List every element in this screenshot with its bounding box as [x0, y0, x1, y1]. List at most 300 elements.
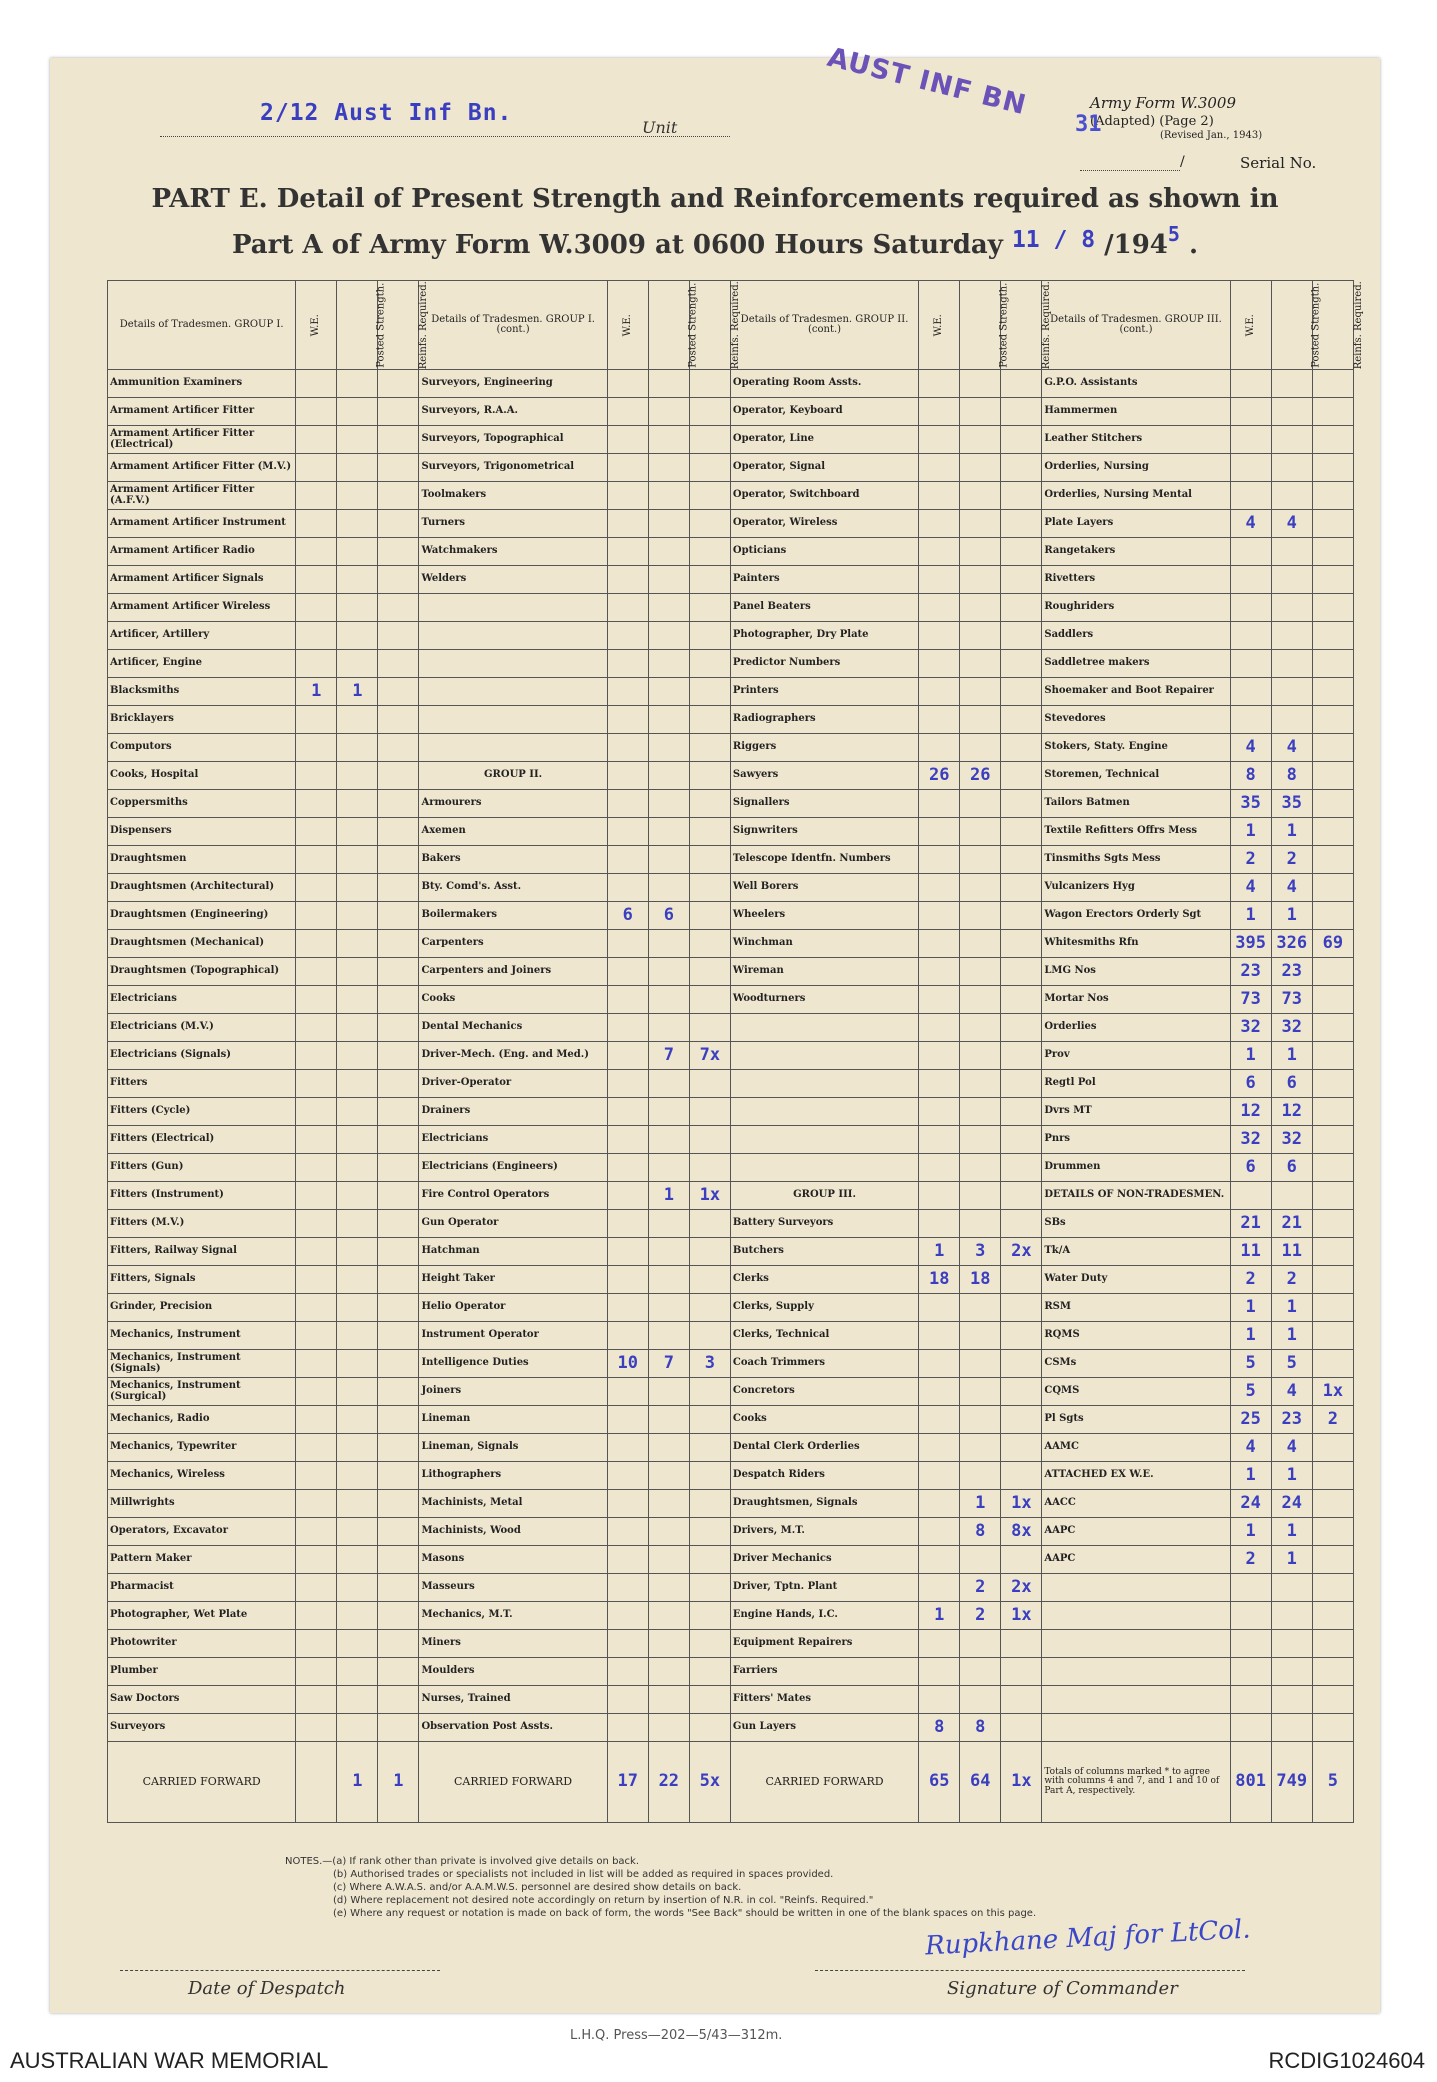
value-cell: [607, 1322, 648, 1350]
value-cell: [296, 818, 337, 846]
trade-cell: AAPC: [1042, 1546, 1230, 1574]
value-cell: [648, 1602, 689, 1630]
value-cell: 1: [1230, 1322, 1271, 1350]
value-cell: [1312, 762, 1353, 790]
value-cell: [337, 1630, 378, 1658]
value-cell: 1: [337, 678, 378, 706]
value-cell: [1312, 1014, 1353, 1042]
value-cell: [337, 1014, 378, 1042]
value-cell: [689, 482, 730, 510]
value-cell: [919, 1042, 960, 1070]
value-cell: [337, 1070, 378, 1098]
value-cell: [1312, 902, 1353, 930]
value-cell: 1: [296, 678, 337, 706]
trade-cell: Tinsmiths Sgts Mess: [1042, 846, 1230, 874]
value-cell: [1001, 1658, 1042, 1686]
trade-cell: Armament Artificer Instrument: [108, 510, 296, 538]
value-cell: [607, 510, 648, 538]
value-cell: [337, 482, 378, 510]
trade-cell: Miners: [419, 1630, 607, 1658]
table-row: [108, 370, 1354, 398]
value-cell: [1312, 650, 1353, 678]
value-cell: [607, 930, 648, 958]
trade-cell: Boilermakers: [419, 902, 607, 930]
value-cell: [960, 650, 1001, 678]
value-cell: [337, 874, 378, 902]
value-cell: [960, 1658, 1001, 1686]
table-row: [108, 1546, 1354, 1574]
trade-cell: Butchers: [730, 1238, 918, 1266]
value-cell: [337, 1546, 378, 1574]
form-sheet: [50, 41, 1380, 2043]
table-row: [108, 1266, 1354, 1294]
table-row: [108, 874, 1354, 902]
trade-cell: Armourers: [419, 790, 607, 818]
value-cell: [960, 1294, 1001, 1322]
table-row: [108, 1658, 1354, 1686]
value-cell: [607, 1574, 648, 1602]
column-header: [607, 281, 648, 370]
note-line: (c) Where A.W.A.S. and/or A.A.M.W.S. personnel are desired show details on back.: [333, 1882, 742, 1893]
value-cell: [648, 594, 689, 622]
printer-imprint: L.H.Q. Press—202—5/43—312m.: [570, 2028, 783, 2043]
trade-cell: AAMC: [1042, 1434, 1230, 1462]
value-cell: [607, 734, 648, 762]
value-cell: [378, 1406, 419, 1434]
trade-cell: RSM: [1042, 1294, 1230, 1322]
table-row: [108, 1126, 1354, 1154]
value-cell: [296, 1126, 337, 1154]
value-cell: [607, 1210, 648, 1238]
value-cell: [689, 454, 730, 482]
value-cell: [960, 930, 1001, 958]
table-row: [108, 510, 1354, 538]
value-cell: [919, 1350, 960, 1378]
value-cell: [1001, 1210, 1042, 1238]
carried-forward-value: 17: [607, 1742, 648, 1823]
value-cell: [1001, 818, 1042, 846]
column-header-label: Posted Strength.: [1309, 282, 1321, 368]
value-cell: 1: [919, 1238, 960, 1266]
value-cell: 7: [648, 1042, 689, 1070]
trade-cell: Toolmakers: [419, 482, 607, 510]
trade-cell: Nurses, Trained: [419, 1686, 607, 1714]
value-cell: [648, 426, 689, 454]
value-cell: [607, 1294, 648, 1322]
value-cell: [648, 1070, 689, 1098]
value-cell: 18: [960, 1266, 1001, 1294]
value-cell: [607, 1098, 648, 1126]
value-cell: 1: [1230, 1462, 1271, 1490]
value-cell: [689, 818, 730, 846]
value-cell: 1: [960, 1490, 1001, 1518]
value-cell: 23: [1271, 958, 1312, 986]
column-header-label: Reinfs. Required.: [729, 280, 741, 370]
trade-cell: Fitters: [108, 1070, 296, 1098]
value-cell: [960, 1210, 1001, 1238]
value-cell: [1001, 1042, 1042, 1070]
value-cell: 8: [960, 1518, 1001, 1546]
strength-table: [107, 280, 1364, 1823]
table-row: [108, 958, 1354, 986]
value-cell: [607, 1714, 648, 1742]
trade-cell: Bty. Comd's. Asst.: [419, 874, 607, 902]
value-cell: [378, 370, 419, 398]
value-cell: [378, 426, 419, 454]
value-cell: [1001, 678, 1042, 706]
table-row: [108, 1406, 1354, 1434]
value-cell: [1230, 650, 1271, 678]
value-cell: 2: [960, 1602, 1001, 1630]
trade-cell: Draughtsmen: [108, 846, 296, 874]
value-cell: [960, 1686, 1001, 1714]
value-cell: [378, 1686, 419, 1714]
value-cell: [960, 1322, 1001, 1350]
value-cell: [648, 1238, 689, 1266]
trade-cell: Riggers: [730, 734, 918, 762]
value-cell: [1312, 1266, 1353, 1294]
carried-forward-label: CARRIED FORWARD: [730, 1742, 918, 1823]
value-cell: [919, 902, 960, 930]
value-cell: [960, 678, 1001, 706]
value-cell: [689, 1462, 730, 1490]
value-cell: [296, 1462, 337, 1490]
trade-cell: ATTACHED EX W.E.: [1042, 1462, 1230, 1490]
value-cell: [296, 1434, 337, 1462]
trade-cell: [419, 734, 607, 762]
page-title-line2: Part A of Army Form W.3009 at 0600 Hours Saturday 11 / 8 $/194^5$ .: [231, 222, 1199, 260]
carried-forward-value: 5: [1312, 1742, 1353, 1823]
value-cell: [919, 1182, 960, 1210]
value-cell: [919, 678, 960, 706]
value-cell: [607, 1686, 648, 1714]
value-cell: [689, 650, 730, 678]
trade-cell: AACC: [1042, 1490, 1230, 1518]
value-cell: [1312, 706, 1353, 734]
value-cell: [378, 1266, 419, 1294]
value-cell: [1271, 1574, 1312, 1602]
table-row: [108, 1070, 1354, 1098]
trade-cell: Armament Artificer Fitter (Electrical): [108, 426, 296, 454]
table-row: [108, 1238, 1354, 1266]
trade-cell: [1042, 1658, 1230, 1686]
trade-cell: Joiners: [419, 1378, 607, 1406]
trade-cell: Dental Mechanics: [419, 1014, 607, 1042]
value-cell: [607, 622, 648, 650]
value-cell: [378, 398, 419, 426]
value-cell: [337, 370, 378, 398]
date-typed: 11 / 8: [1011, 227, 1096, 253]
trade-cell: Coppersmiths: [108, 790, 296, 818]
value-cell: [607, 762, 648, 790]
trade-cell: Draughtsmen (Topographical): [108, 958, 296, 986]
value-cell: [1230, 370, 1271, 398]
value-cell: [648, 398, 689, 426]
value-cell: [919, 1014, 960, 1042]
trade-cell: Operator, Switchboard: [730, 482, 918, 510]
value-cell: [296, 1322, 337, 1350]
value-cell: [1230, 1714, 1271, 1742]
trade-cell: Photowriter: [108, 1630, 296, 1658]
value-cell: [607, 426, 648, 454]
value-cell: [337, 1042, 378, 1070]
trade-cell: Radiographers: [730, 706, 918, 734]
value-cell: [337, 1294, 378, 1322]
value-cell: 32: [1271, 1014, 1312, 1042]
value-cell: 4: [1230, 1434, 1271, 1462]
table-row: [108, 986, 1354, 1014]
value-cell: 6: [648, 902, 689, 930]
trade-cell: Draughtsmen (Engineering): [108, 902, 296, 930]
value-cell: [689, 1546, 730, 1574]
trade-cell: [730, 1070, 918, 1098]
value-cell: [648, 1294, 689, 1322]
value-cell: [337, 426, 378, 454]
trade-cell: Rivetters: [1042, 566, 1230, 594]
value-cell: 73: [1230, 986, 1271, 1014]
value-cell: 4: [1230, 874, 1271, 902]
carried-forward-row: [108, 1742, 1354, 1823]
value-cell: [648, 1630, 689, 1658]
value-cell: [689, 762, 730, 790]
value-cell: [919, 510, 960, 538]
value-cell: [648, 1462, 689, 1490]
value-cell: 11: [1230, 1238, 1271, 1266]
trade-cell: [730, 1154, 918, 1182]
value-cell: [1001, 1154, 1042, 1182]
value-cell: 2: [1271, 846, 1312, 874]
value-cell: [378, 1350, 419, 1378]
value-cell: 32: [1230, 1014, 1271, 1042]
serial-line: [1080, 170, 1180, 171]
column-header-label: Reinfs. Required.: [1041, 280, 1053, 370]
value-cell: [296, 874, 337, 902]
value-cell: 11: [1271, 1238, 1312, 1266]
value-cell: [960, 1098, 1001, 1126]
trade-cell: Ammunition Examiners: [108, 370, 296, 398]
value-cell: [689, 1574, 730, 1602]
trade-cell: [419, 678, 607, 706]
value-cell: [1001, 986, 1042, 1014]
value-cell: [960, 1126, 1001, 1154]
table-row: [108, 594, 1354, 622]
value-cell: [648, 1154, 689, 1182]
trade-cell: Orderlies: [1042, 1014, 1230, 1042]
value-cell: [607, 1070, 648, 1098]
value-cell: [296, 902, 337, 930]
value-cell: [919, 1210, 960, 1238]
column-header: [296, 281, 337, 370]
value-cell: [648, 1574, 689, 1602]
value-cell: 6: [1230, 1154, 1271, 1182]
value-cell: [607, 566, 648, 594]
table-row: [108, 482, 1354, 510]
trade-cell: Stokers, Staty. Engine: [1042, 734, 1230, 762]
value-cell: [919, 426, 960, 454]
serial-slash: /: [1180, 154, 1185, 170]
note-line: (d) Where replacement not desired note accordingly on return by insertion of N.R. in col. "Reinfs. Required.": [333, 1895, 874, 1906]
value-cell: [960, 874, 1001, 902]
value-cell: [960, 1154, 1001, 1182]
value-cell: [337, 1154, 378, 1182]
value-cell: [378, 1462, 419, 1490]
value-cell: 7x: [689, 1042, 730, 1070]
trade-cell: [1042, 1714, 1230, 1742]
value-cell: [378, 986, 419, 1014]
value-cell: [378, 1518, 419, 1546]
unit-name-typed: 2/12 Aust Inf Bn.: [260, 100, 513, 126]
trade-cell: Pl Sgts: [1042, 1406, 1230, 1434]
trade-cell: [419, 706, 607, 734]
value-cell: 2x: [1001, 1574, 1042, 1602]
value-cell: 26: [919, 762, 960, 790]
value-cell: [648, 1490, 689, 1518]
trade-cell: Artificer, Artillery: [108, 622, 296, 650]
value-cell: [1312, 1574, 1353, 1602]
value-cell: [689, 426, 730, 454]
value-cell: [337, 650, 378, 678]
trade-cell: Signwriters: [730, 818, 918, 846]
value-cell: [960, 958, 1001, 986]
trade-cell: Grinder, Precision: [108, 1294, 296, 1322]
value-cell: 1: [1271, 1518, 1312, 1546]
table-row: [108, 1686, 1354, 1714]
value-cell: [378, 1070, 419, 1098]
value-cell: [1001, 1378, 1042, 1406]
trade-cell: Engine Hands, I.C.: [730, 1602, 918, 1630]
value-cell: [296, 1182, 337, 1210]
value-cell: [378, 1294, 419, 1322]
value-cell: [296, 1294, 337, 1322]
value-cell: [1312, 1098, 1353, 1126]
value-cell: [1001, 1322, 1042, 1350]
trade-cell: [1042, 1602, 1230, 1630]
trade-cell: Fitters' Mates: [730, 1686, 918, 1714]
value-cell: [1271, 1686, 1312, 1714]
value-cell: [1230, 426, 1271, 454]
value-cell: 6: [1230, 1070, 1271, 1098]
value-cell: [960, 622, 1001, 650]
trade-cell: Cooks: [730, 1406, 918, 1434]
value-cell: 4: [1271, 734, 1312, 762]
trade-cell: Driver, Tptn. Plant: [730, 1574, 918, 1602]
table-row: [108, 706, 1354, 734]
value-cell: [648, 1098, 689, 1126]
trade-cell: Electricians: [419, 1126, 607, 1154]
value-cell: [648, 706, 689, 734]
value-cell: [1001, 1294, 1042, 1322]
trade-cell: LMG Nos: [1042, 958, 1230, 986]
trade-cell: [730, 1014, 918, 1042]
value-cell: 21: [1271, 1210, 1312, 1238]
value-cell: [1001, 650, 1042, 678]
value-cell: 73: [1271, 986, 1312, 1014]
trade-cell: Lineman, Signals: [419, 1434, 607, 1462]
value-cell: [1001, 1126, 1042, 1154]
value-cell: [919, 790, 960, 818]
value-cell: [689, 678, 730, 706]
carried-forward-value: [296, 1742, 337, 1823]
trade-cell: Intelligence Duties: [419, 1350, 607, 1378]
value-cell: [689, 1294, 730, 1322]
value-cell: 1: [1230, 818, 1271, 846]
value-cell: [296, 1714, 337, 1742]
value-cell: [689, 1518, 730, 1546]
value-cell: [960, 1462, 1001, 1490]
value-cell: 3: [960, 1238, 1001, 1266]
value-cell: 21: [1230, 1210, 1271, 1238]
value-cell: [296, 1154, 337, 1182]
value-cell: [607, 706, 648, 734]
value-cell: [337, 1490, 378, 1518]
value-cell: [1312, 1602, 1353, 1630]
value-cell: [1312, 958, 1353, 986]
group-header: Details of Tradesmen. GROUP I.: [108, 281, 296, 370]
value-cell: [1230, 706, 1271, 734]
value-cell: [648, 930, 689, 958]
trade-cell: Observation Post Assts.: [419, 1714, 607, 1742]
value-cell: [1001, 1714, 1042, 1742]
value-cell: [1230, 482, 1271, 510]
table-row: [108, 1490, 1354, 1518]
value-cell: 4: [1271, 510, 1312, 538]
value-cell: [296, 1518, 337, 1546]
trade-cell: Farriers: [730, 1658, 918, 1686]
column-header: [1271, 281, 1321, 370]
value-cell: [378, 1574, 419, 1602]
value-cell: [378, 706, 419, 734]
trade-cell: Well Borers: [730, 874, 918, 902]
value-cell: [1271, 1602, 1312, 1630]
value-cell: [1271, 398, 1312, 426]
trade-cell: Electricians (M.V.): [108, 1014, 296, 1042]
value-cell: [960, 538, 1001, 566]
trade-cell: [730, 1098, 918, 1126]
value-cell: [1312, 1518, 1353, 1546]
value-cell: [1001, 1434, 1042, 1462]
trade-cell: Equipment Repairers: [730, 1630, 918, 1658]
value-cell: [960, 398, 1001, 426]
value-cell: [607, 1630, 648, 1658]
trade-cell: Armament Artificer Radio: [108, 538, 296, 566]
value-cell: [919, 818, 960, 846]
value-cell: [1271, 678, 1312, 706]
trade-cell: Saw Doctors: [108, 1686, 296, 1714]
value-cell: 4: [1230, 734, 1271, 762]
value-cell: [960, 902, 1001, 930]
value-cell: [1001, 1630, 1042, 1658]
value-cell: 3: [689, 1350, 730, 1378]
value-cell: [378, 1434, 419, 1462]
trade-cell: Cooks, Hospital: [108, 762, 296, 790]
value-cell: [689, 1714, 730, 1742]
value-cell: 12: [1230, 1098, 1271, 1126]
archive-id: RCDIG1024604: [1268, 2048, 1425, 2073]
date-of-despatch-label: Date of Despatch: [188, 1978, 346, 1999]
value-cell: [1312, 986, 1353, 1014]
value-cell: 18: [919, 1266, 960, 1294]
value-cell: [1230, 678, 1271, 706]
trade-cell: Drainers: [419, 1098, 607, 1126]
value-cell: [919, 1294, 960, 1322]
trade-cell: Despatch Riders: [730, 1462, 918, 1490]
trade-cell: Blacksmiths: [108, 678, 296, 706]
value-cell: [1271, 1658, 1312, 1686]
trade-cell: Operator, Wireless: [730, 510, 918, 538]
value-cell: 35: [1230, 790, 1271, 818]
value-cell: [378, 930, 419, 958]
value-cell: [378, 790, 419, 818]
